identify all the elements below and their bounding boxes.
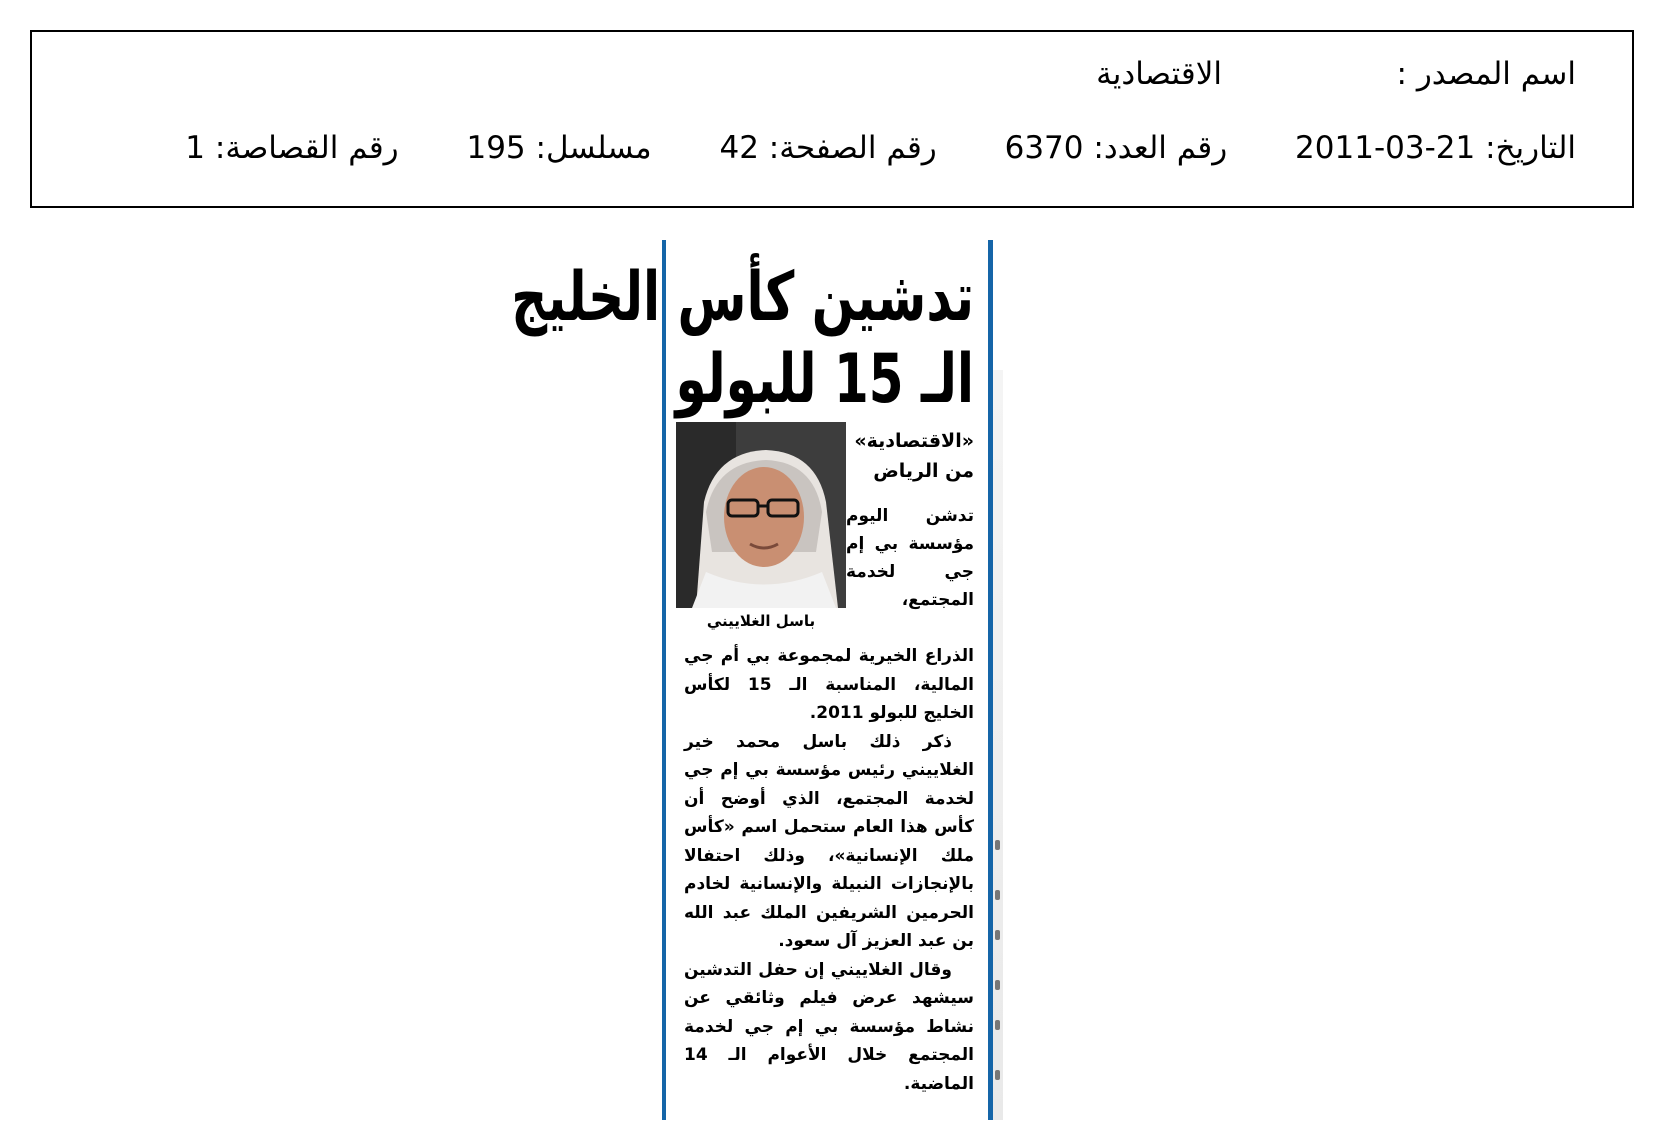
date-field: التاريخ: 21-03-2011 [1295, 130, 1576, 166]
issue-number-field: رقم العدد: 6370 [1004, 130, 1228, 166]
byline-source: «الاقتصادية» [854, 430, 974, 452]
byline-location: من الرياض [873, 460, 974, 482]
adjacent-column-edge [993, 370, 1003, 1120]
portrait-photo [676, 422, 846, 608]
paragraph-3: وقال الغلاييني إن حفل التدشين سيشهد عرض فيلم وثائقي عن نشاط مؤسسة بي إم جي لخدمة المجتمع خلال الأعوام الـ 14 الماضية. [684, 959, 974, 1094]
paragraph-intro-continued: الذراع الخيرية لمجموعة بي أم جي المالية، المناسبة الـ 15 لكأس الخليج للبولو 2011. [684, 646, 974, 723]
serial-field: مسلسل: 195 [466, 130, 652, 166]
article-body [684, 642, 974, 1098]
article-body-intro [846, 502, 974, 614]
source-label: اسم المصدر : [1396, 56, 1576, 92]
byline [854, 426, 974, 486]
paragraph-intro: تدشن اليوم مؤسسة بي إم جي لخدمة المجتمع، [846, 506, 974, 610]
meta-details-row [185, 128, 1576, 168]
clip-number-field: رقم القصاصة: 1 [185, 130, 399, 166]
newspaper-clipping [511, 240, 1002, 1120]
portrait-image [676, 422, 846, 608]
article-headline-line1: تدشين كأس الخليج [511, 258, 974, 337]
source-info-box [30, 30, 1634, 208]
photo-caption: باسل الغلاييني [706, 612, 816, 630]
column-rule-left [662, 240, 666, 1120]
article-headline-line2: الـ 15 للبولو [675, 340, 974, 419]
page-number-field: رقم الصفحة: 42 [719, 130, 937, 166]
source-name: الاقتصادية [1096, 56, 1222, 92]
paragraph-2: ذكر ذلك باسل محمد خير الغلاييني رئيس مؤسسة بي إم جي لخدمة المجتمع، الذي أوضح أن كأس هذا العام ستحمل اسم «كأس ملك الإنسانية»، وذلك احتفالا بالإنجازات النبيلة والإنسانية لخادم الحرمين الشريفين الملك عبد الله بن عبد العزيز آل سعود. [684, 731, 974, 951]
